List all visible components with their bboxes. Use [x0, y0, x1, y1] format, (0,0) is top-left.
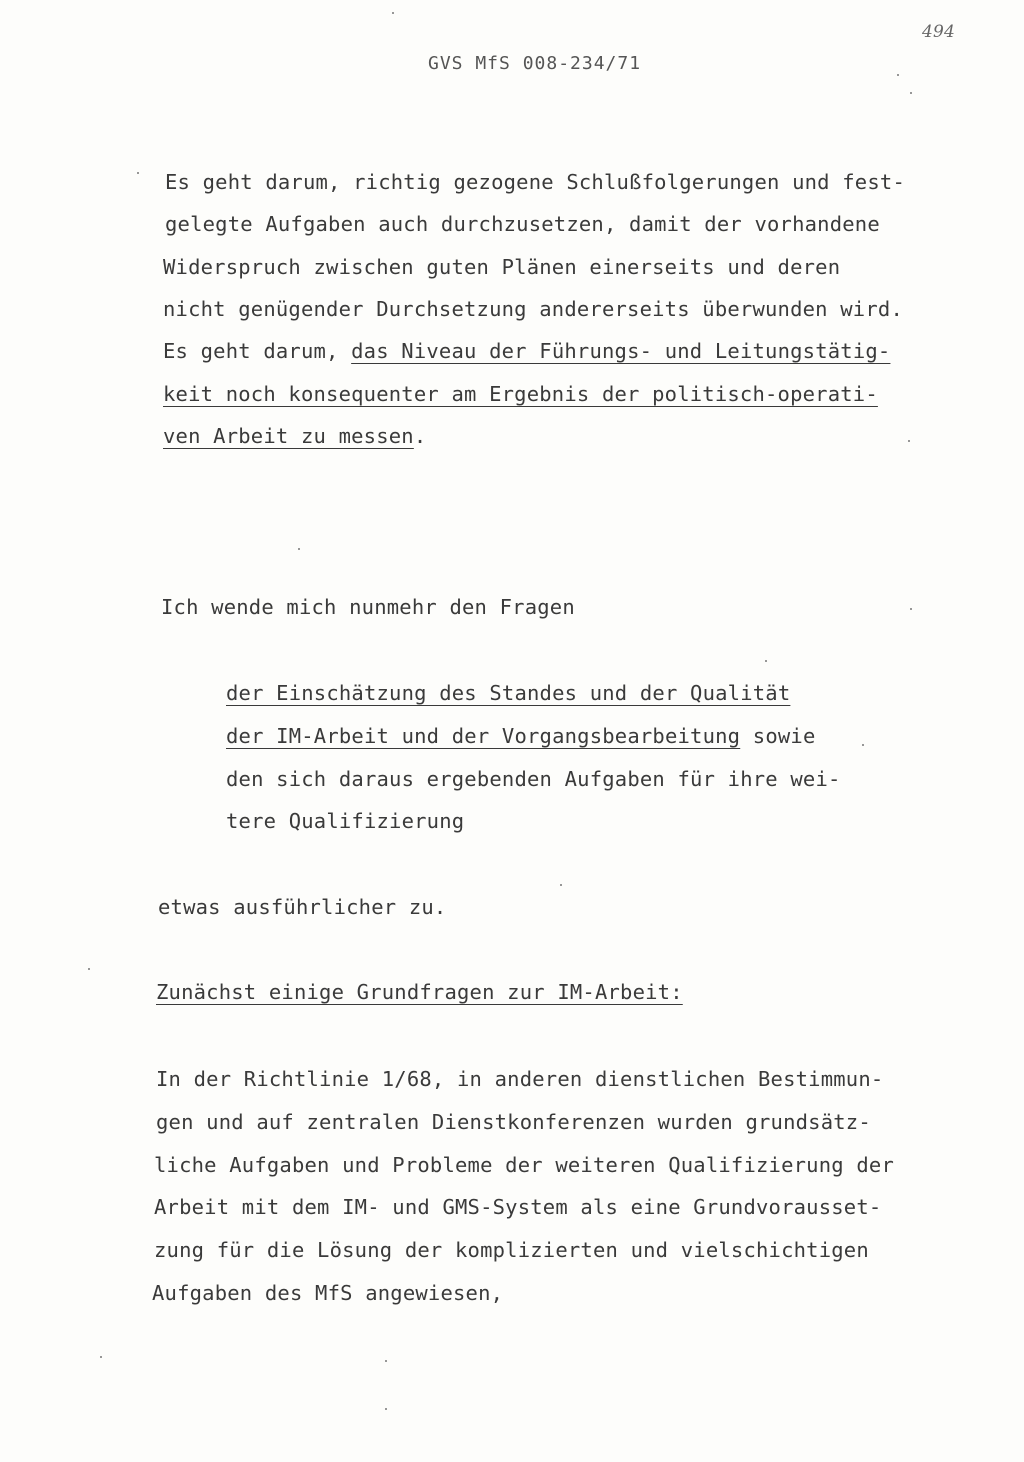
page-number: 494 — [922, 22, 956, 42]
paragraph3-line6: Aufgaben des MfS angewiesen, — [152, 1281, 504, 1305]
paragraph2-indent3: den sich daraus ergebenden Aufgaben für ihre wei- — [226, 767, 841, 791]
paragraph2-intro: Ich wende mich nunmehr den Fragen — [161, 595, 575, 619]
scan-speck — [910, 92, 912, 94]
paragraph3-line2: gen und auf zentralen Dienstkonferenzen wurden grundsätz- — [156, 1110, 871, 1134]
paragraph1-line2: gelegte Aufgaben auch durchzusetzen, damit der vorhandene — [165, 212, 880, 236]
scan-speck — [392, 12, 394, 14]
scan-speck — [862, 744, 864, 746]
paragraph2-indent2 — [226, 724, 816, 748]
paragraph1-line4: nicht genügender Durchsetzung andererseits überwunden wird. — [163, 297, 903, 321]
paragraph3-line4: Arbeit mit dem IM- und GMS-System als eine Grundvorausset- — [154, 1195, 882, 1219]
scan-speck — [298, 548, 300, 550]
scan-speck — [560, 884, 562, 886]
scan-speck — [908, 440, 910, 442]
scan-speck — [897, 74, 899, 76]
paragraph1-line6: keit noch konsequenter am Ergebnis der politisch-operati- — [163, 382, 878, 406]
paragraph1-line5-plain: Es geht darum, — [163, 339, 352, 363]
scan-speck — [385, 1408, 387, 1410]
paragraph1-line7 — [163, 424, 426, 448]
paragraph1-line5-underlined: das Niveau der Führungs- und Leitungstätig- — [351, 339, 891, 363]
paragraph1-line1: Es geht darum, richtig gezogene Schlußfolgerungen und fest- — [165, 170, 905, 194]
paragraph2-indent4: tere Qualifizierung — [226, 809, 465, 833]
document-reference: GVS MfS 008-234/71 — [428, 53, 642, 74]
paragraph1-line7-underlined: ven Arbeit zu messen — [163, 424, 414, 448]
paragraph3-line5: zung für die Lösung der komplizierten und vielschichtigen — [154, 1238, 869, 1262]
paragraph1-line7-end: . — [413, 424, 427, 448]
scan-speck — [88, 968, 90, 970]
scan-speck — [910, 608, 912, 610]
scan-speck — [765, 660, 767, 662]
scan-speck — [137, 172, 139, 174]
scan-speck — [100, 1356, 102, 1358]
paragraph1-line5 — [163, 339, 890, 363]
paragraph2-closing: etwas ausführlicher zu. — [158, 895, 447, 919]
section-heading: Zunächst einige Grundfragen zur IM-Arbeit: — [156, 980, 683, 1004]
paragraph2-indent2-underlined: der IM-Arbeit und der Vorgangsbearbeitung — [226, 724, 741, 748]
paragraph2-indent2-plain: sowie — [740, 724, 816, 748]
paragraph3-line1: In der Richtlinie 1/68, in anderen dienstlichen Bestimmun- — [156, 1067, 884, 1091]
paragraph3-line3: liche Aufgaben und Probleme der weiteren Qualifizierung der — [154, 1153, 894, 1177]
paragraph2-indent1: der Einschätzung des Standes und der Qualität — [226, 681, 791, 705]
paragraph1-line3: Widerspruch zwischen guten Plänen einerseits und deren — [163, 255, 841, 279]
scan-speck — [385, 1360, 387, 1362]
